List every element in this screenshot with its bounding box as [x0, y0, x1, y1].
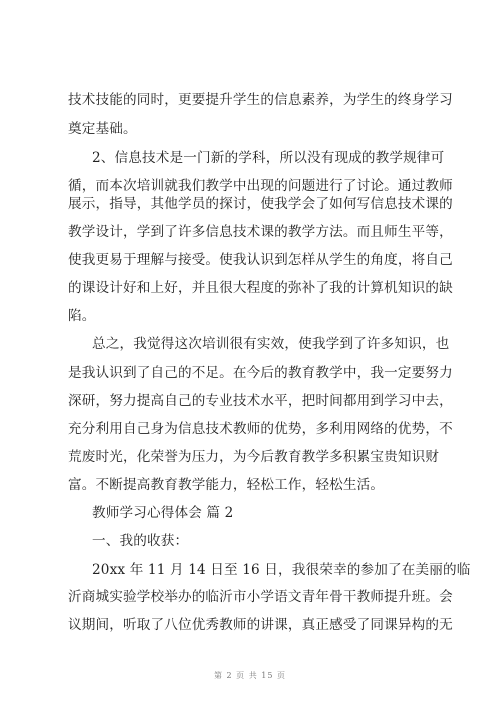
text-line: 的课设计好和上好，并且很大程度的弥补了我的计算机知识的缺	[68, 280, 453, 296]
text-line: 使我更易于理解与接受。使我认识到怎样从学生的角度，将自己	[68, 252, 453, 268]
text-line: 20xx 年 11 月 14 日至 16 日，我很荣幸的参加了在美丽的临	[92, 562, 471, 578]
text-line: 荒废时光，化荣誉为压力，为今后教育教学多积累宝贵知识财	[68, 449, 440, 465]
text-line: 陷。	[68, 308, 96, 324]
text-line: 富。不断提高教育教学能力，轻松工作，轻松生活。	[68, 477, 385, 493]
text-line: 议期间，听取了八位优秀教师的讲课，真正感受了同课异构的无	[68, 617, 453, 633]
text-line: 2、信息技术是一门新的学科，所以没有现成的教学规律可	[92, 150, 445, 166]
text-line: 教学设计，学到了许多信息技术课的教学方法。而且师生平等，	[68, 224, 453, 240]
text-line: 循，而本次培训就我们教学中出现的问题进行了讨论。通过教师	[68, 178, 453, 194]
section-heading: 教师学习心得体会 篇 2	[92, 505, 234, 521]
subsection-heading: 一、我的收获：	[92, 533, 189, 549]
text-line: 深研，努力提高自己的专业技术水平，把时间都用到学习中去，	[68, 393, 453, 409]
page-number-footer: 第 2 页 共 15 页	[214, 671, 286, 680]
text-line: 充分利用自己身为信息技术教师的优势，多利用网络的优势，不	[68, 421, 453, 437]
text-line: 奠定基础。	[68, 121, 137, 137]
text-line: 是我认识到了自己的不足。在今后的教育教学中，我一定要努力	[68, 365, 453, 381]
text-line: 总之，我觉得这次培训很有实效，使我学到了许多知识，也	[92, 336, 450, 352]
text-line: 技术技能的同时，更要提升学生的信息素养，为学生的终身学习	[68, 92, 453, 108]
text-line: 展示，指导，其他学员的探讨，使我学会了如何写信息技术课的	[68, 196, 453, 212]
text-line: 沂商城实验学校举办的临沂市小学语文青年骨干教师提升班。会	[68, 589, 453, 605]
